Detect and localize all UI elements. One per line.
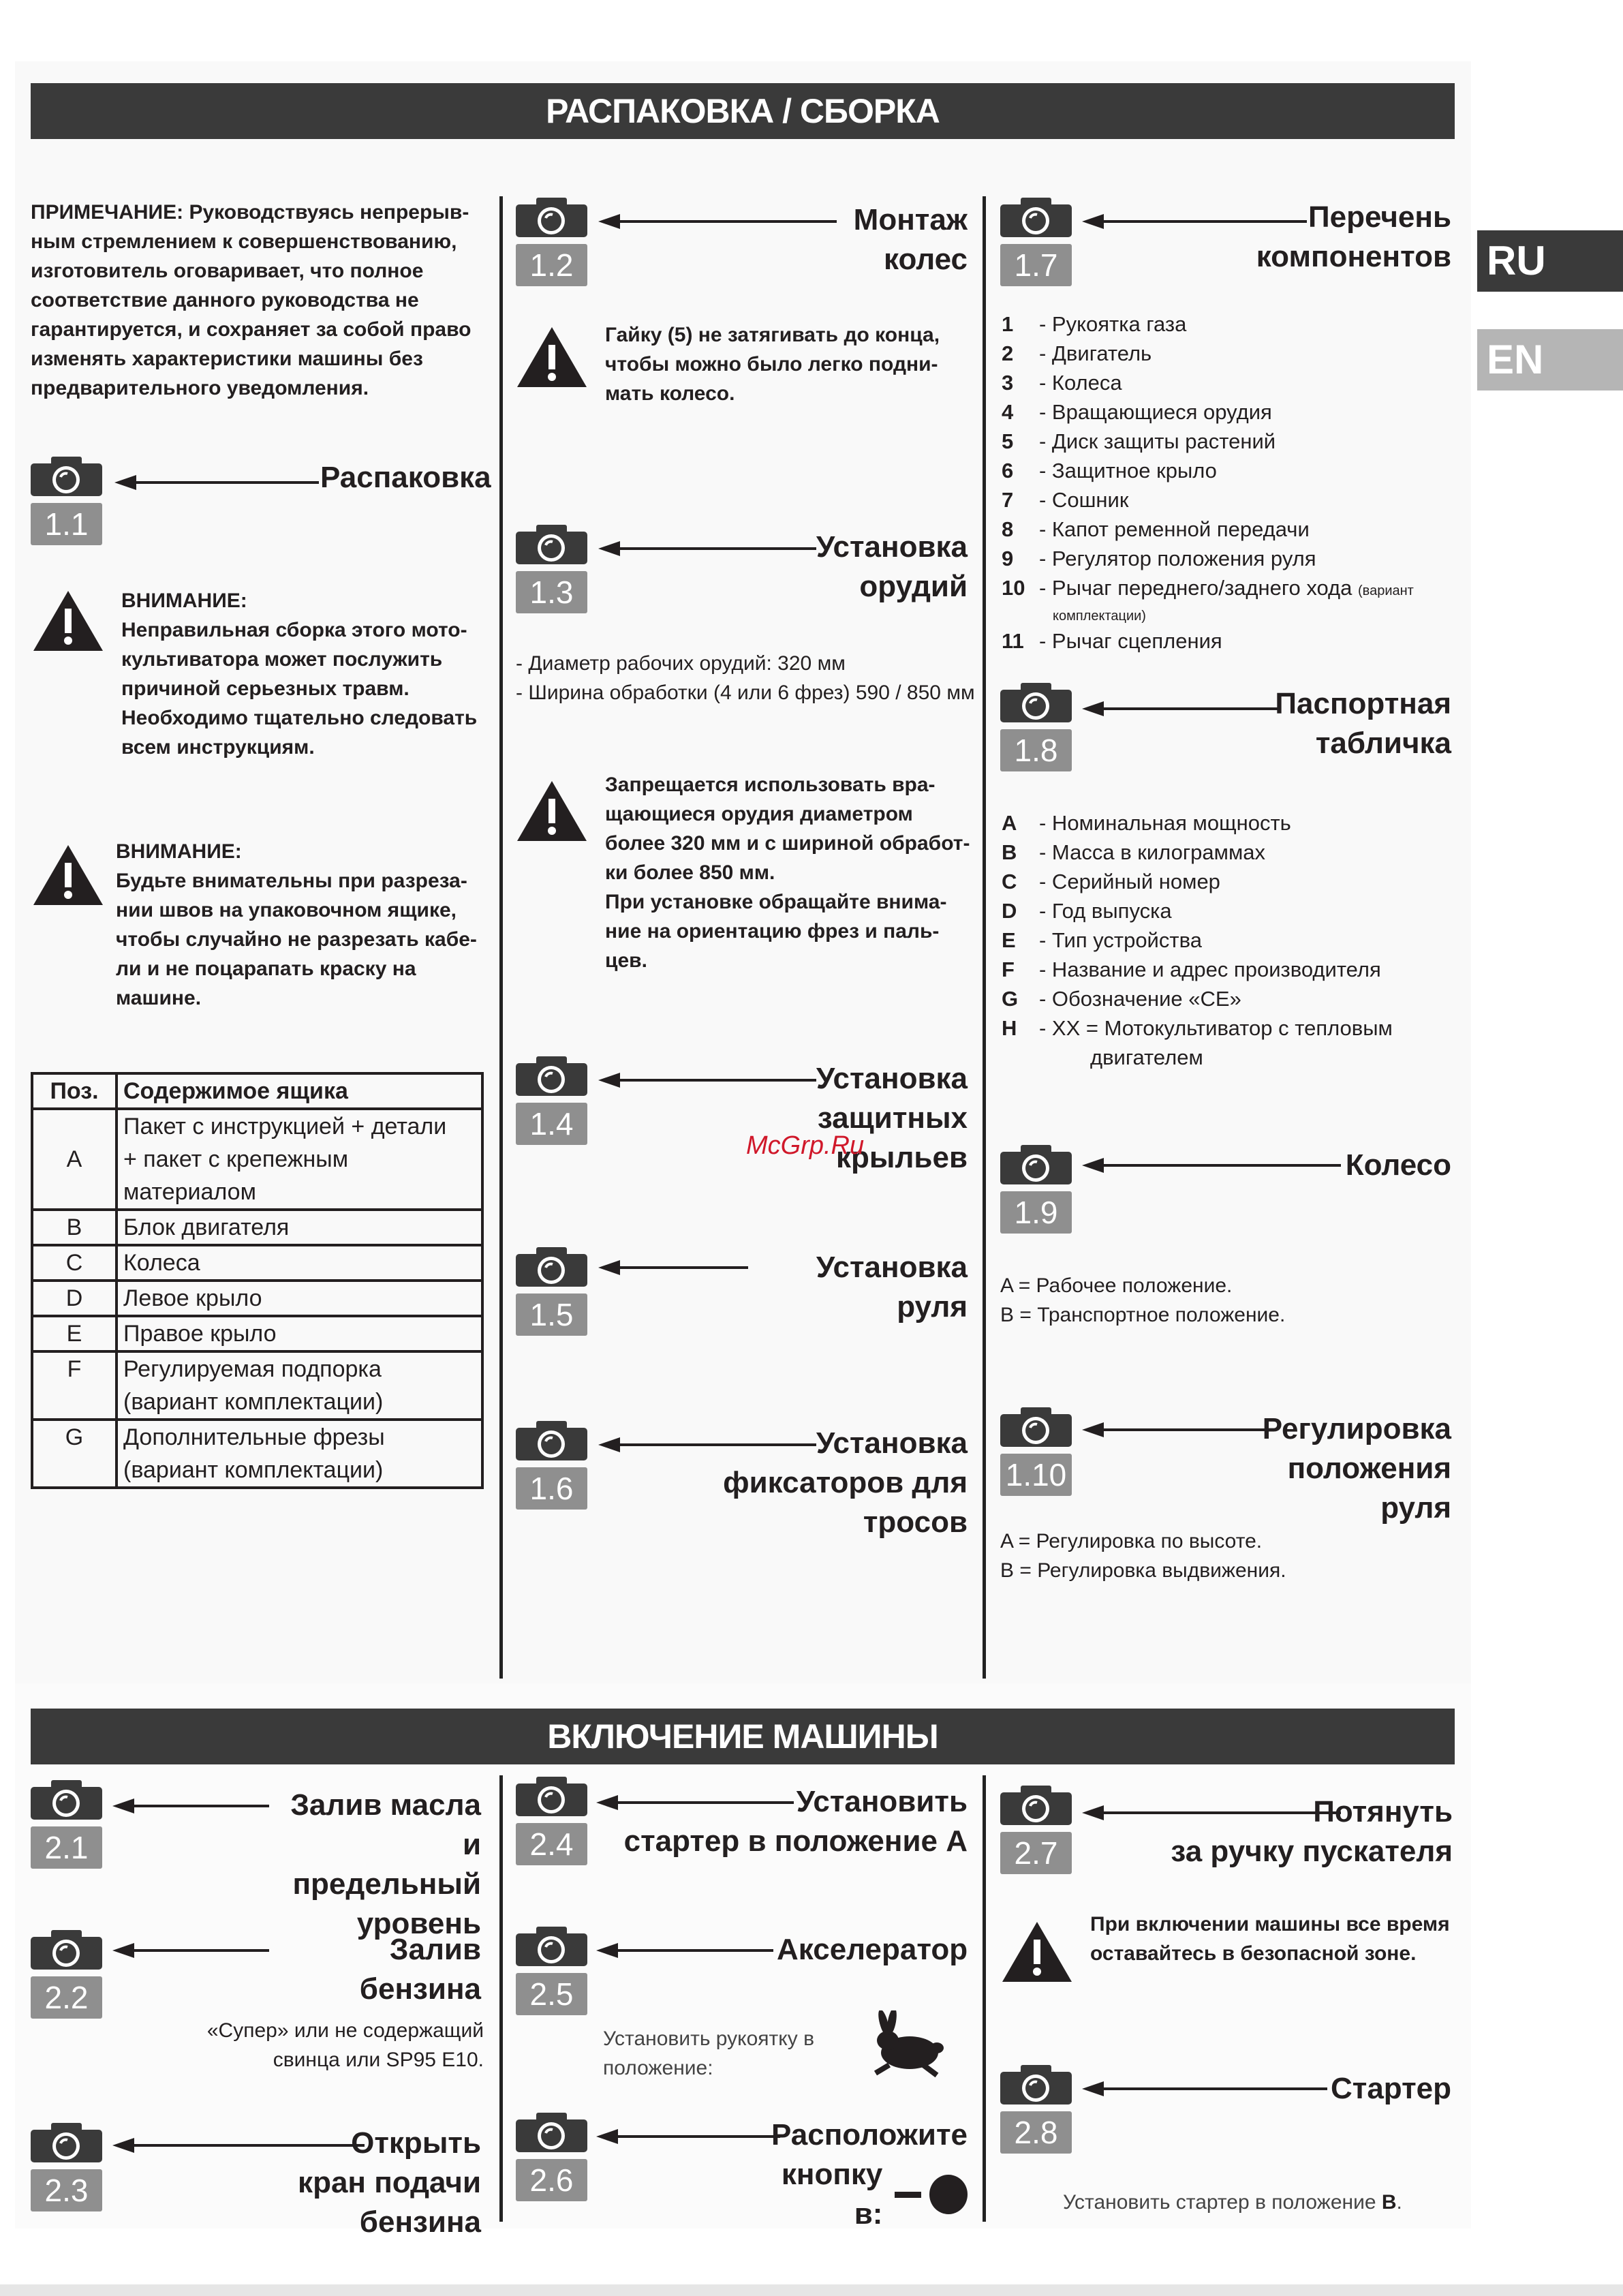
warning-nut: Гайку (5) не затягивать до конца, чтобы можно было легко подни- мать колесо. — [605, 324, 940, 405]
list-item: G - Обозначение «СЕ» — [1002, 987, 1241, 1011]
arrow-icon — [596, 1937, 773, 1964]
table-row: G Дополнительные фрезы (вариант комплектации) — [32, 1420, 482, 1488]
list-item: 4 - Вращающиеся орудия — [1002, 400, 1272, 424]
warning-icon — [1002, 1920, 1073, 1983]
warning-icon — [33, 844, 104, 906]
camera-icon — [516, 1246, 587, 1288]
warning-incorrect-assembly: ВНИМАНИЕ: Неправильная сборка этого мото- культиватора может послужить причиной серьезных травм. Необходимо тщательно следовать всем инструкциям. — [121, 590, 478, 759]
language-tab-ru[interactable]: RU — [1477, 230, 1623, 292]
list-item: 11 - Рычаг сцепления — [1002, 629, 1222, 653]
step-2-5 — [516, 1925, 587, 2015]
fuel-type-text: «Супер» или не содержащий свинца или SP95 E10. — [206, 2019, 484, 2071]
column-divider-2 — [983, 196, 986, 1679]
camera-icon — [1000, 196, 1072, 239]
step-2-8 — [1000, 2064, 1072, 2154]
table-row: F Регулируемая подпорка (вариант комплектации) — [32, 1351, 482, 1420]
step-number: 2.5 — [516, 1973, 587, 2015]
camera-icon — [516, 1925, 587, 1968]
arrow-icon — [598, 1254, 748, 1281]
camera-icon — [516, 1775, 587, 1818]
step-title-throttle: Акселератор — [777, 1933, 968, 1966]
step-2-7 — [1000, 1784, 1072, 1874]
throttle-text: Установить рукоятку в положение: — [603, 2027, 815, 2079]
button-off-dash-icon — [895, 2192, 921, 2198]
step-2-2 — [31, 1929, 102, 2019]
warning-safe-zone: При включении машины все время оставайтесь в безопасной зоне. — [1090, 1913, 1450, 1965]
step-title-components: Перечень компонентов — [1256, 200, 1451, 273]
list-item: H - XX = Мотокультиватор с тепловым — [1002, 1016, 1393, 1040]
step-number: 2.3 — [31, 2169, 102, 2211]
list-item: C - Серийный номер — [1002, 870, 1220, 893]
step-title-pull-starter: Потянуть за ручку пускателя — [1171, 1795, 1453, 1868]
arrow-icon — [1082, 2075, 1327, 2102]
camera-icon — [516, 196, 587, 239]
step-title-fenders: Установка защитных крыльев — [816, 1062, 968, 1174]
table-row: D Левое крыло — [32, 1281, 482, 1316]
wheel-positions: A = Рабочее положение. B = Транспортное положение. — [1000, 1274, 1286, 1326]
list-item: 2 - Двигатель — [1002, 341, 1152, 365]
arrow-icon — [112, 1937, 269, 1964]
step-number: 2.2 — [31, 1976, 102, 2019]
step-number: 2.7 — [1000, 1832, 1072, 1874]
button-on-circle-icon — [929, 2175, 968, 2214]
list-item: 5 - Диск защиты растений — [1002, 429, 1276, 453]
step-number: 1.7 — [1000, 244, 1072, 286]
step-1-9 — [1000, 1144, 1072, 1234]
camera-icon — [516, 2111, 587, 2154]
starter-position-text: Установить стартер в положение B. — [1063, 2191, 1402, 2214]
step-2-3 — [31, 2122, 102, 2211]
list-item: A - Номинальная мощность — [1002, 811, 1291, 835]
step-1-7 — [1000, 196, 1072, 286]
list-item: 9 - Регулятор положения руля — [1002, 547, 1316, 570]
step-1-5 — [516, 1246, 587, 1336]
camera-icon — [1000, 1406, 1072, 1448]
list-item-note: комплектации) — [1053, 609, 1146, 624]
step-number: 1.8 — [1000, 729, 1072, 771]
camera-icon — [31, 1779, 102, 1821]
unpack-assembly-banner: РАСПАКОВКА / СБОРКА — [31, 83, 1455, 139]
step-title-button: Расположите кнопку в: — [771, 2118, 968, 2231]
step-number: 2.8 — [1000, 2111, 1072, 2154]
camera-icon — [516, 1055, 587, 1097]
column-divider-3 — [499, 1775, 503, 2222]
components-list — [1002, 309, 1444, 656]
arrow-icon — [112, 1792, 269, 1820]
step-number: 1.3 — [516, 571, 587, 613]
tool-specs: - Диаметр рабочих орудий: 320 мм - Ширина обработки (4 или 6 фрез) 590 / 850 мм — [516, 652, 975, 704]
list-item: 10 - Рычаг переднего/заднего хода (вариант — [1002, 576, 1414, 600]
step-1-10 — [1000, 1406, 1072, 1496]
camera-icon — [1000, 682, 1072, 724]
step-title-rating-plate: Паспортная табличка — [1275, 687, 1451, 760]
step-title-wheels: Монтаж колес — [853, 203, 968, 276]
step-title-oil: Залив масла и предельный уровень — [290, 1788, 481, 1940]
table-row: E Правое крыло — [32, 1316, 482, 1351]
rating-plate-list — [1002, 808, 1444, 1072]
step-2-1 — [31, 1779, 102, 1869]
watermark: McGrp.Ru — [746, 1131, 865, 1160]
camera-icon — [516, 1420, 587, 1462]
step-number: 1.1 — [31, 503, 102, 545]
table-row: C Колеса — [32, 1245, 482, 1281]
step-1-3 — [516, 523, 587, 613]
camera-icon — [1000, 2064, 1072, 2106]
step-number: 2.4 — [516, 1823, 587, 1865]
step-title-handlebar: Установка руля — [816, 1251, 968, 1323]
step-1-4 — [516, 1055, 587, 1145]
step-2-4 — [516, 1775, 587, 1865]
step-1-2 — [516, 196, 587, 286]
warning-cutting-seams: ВНИМАНИЕ: Будьте внимательны при разреза- нии швов на упаковочном ящике, чтобы случайно не разрезать кабе- ли и не поцарапать краску на машине. — [116, 840, 477, 1009]
step-title-starter: Стартер — [1331, 2072, 1451, 2105]
step-title-cable-clips: Установка фиксаторов для тросов — [723, 1426, 968, 1539]
camera-icon — [1000, 1784, 1072, 1826]
step-title-choke-a: Установить стартер в положение А — [623, 1785, 968, 1858]
step-number: 1.4 — [516, 1103, 587, 1145]
handle-adjust-text: A = Регулировка по высоте. B = Регулировка выдвижения. — [1000, 1530, 1286, 1582]
step-number: 1.10 — [1000, 1454, 1072, 1496]
list-item: 7 - Сошник — [1002, 488, 1129, 512]
step-number: 2.1 — [31, 1826, 102, 1869]
camera-icon — [31, 1929, 102, 1971]
warning-icon — [33, 590, 104, 652]
step-1-6 — [516, 1420, 587, 1510]
page-bottom-strip — [0, 2284, 1623, 2296]
machine-start-banner: ВКЛЮЧЕНИЕ МАШИНЫ — [31, 1709, 1455, 1764]
step-number: 1.9 — [1000, 1191, 1072, 1234]
list-item: 1 - Рукоятка газа — [1002, 312, 1187, 336]
step-number: 1.2 — [516, 244, 587, 286]
arrow-icon — [1082, 1152, 1341, 1179]
step-1-1 — [31, 455, 102, 545]
step-title-fuel-tap: Открыть кран подачи бензина — [298, 2126, 481, 2239]
table-header-pos: Поз. — [32, 1073, 117, 1109]
list-item-continued: двигателем — [1090, 1045, 1203, 1069]
camera-icon — [1000, 1144, 1072, 1186]
list-item: 8 - Капот ременной передачи — [1002, 517, 1310, 541]
step-title-unpack: Распаковка — [320, 461, 491, 494]
camera-icon — [516, 523, 587, 566]
step-number: 1.6 — [516, 1467, 587, 1510]
step-number: 2.6 — [516, 2159, 587, 2201]
list-item: F - Название и адрес производителя — [1002, 958, 1381, 981]
box-contents-table — [31, 1072, 484, 1489]
camera-icon — [31, 455, 102, 498]
camera-icon — [31, 2122, 102, 2164]
warning-icon — [516, 780, 588, 842]
note-paragraph: ПРИМЕЧАНИЕ: Руководствуясь непрерыв- ным стремлением к совершенствованию, изготовитель оговаривает, что полное соответствие данного руководства не гарантируется, и сохраняет за собой право изменять характеристики машины без предварительного уведомления. — [31, 201, 472, 399]
column-divider-4 — [983, 1775, 986, 2222]
step-title-fuel: Залив бензина — [359, 1933, 481, 2006]
list-item: E - Тип устройства — [1002, 928, 1202, 952]
list-item: 3 - Колеса — [1002, 371, 1122, 395]
list-item: 6 - Защитное крыло — [1002, 459, 1217, 483]
column-divider-1 — [499, 196, 503, 1679]
table-row: B Блок двигателя — [32, 1210, 482, 1245]
rabbit-icon — [869, 2010, 950, 2079]
step-number: 1.5 — [516, 1294, 587, 1336]
step-title-tools: Установка орудий — [816, 530, 968, 603]
warning-tool-limits: Запрещается использовать вра- щающиеся орудия диаметром более 320 мм и с шириной обработ- ки более 850 мм. При установке обращайте внима- ние на ориентацию фрез и паль- цев. — [605, 774, 970, 972]
arrow-icon — [114, 469, 319, 496]
language-tab-en[interactable]: EN — [1477, 329, 1623, 391]
table-header-contents: Содержимое ящика — [117, 1073, 482, 1109]
step-title-wheel: Колесо — [1345, 1148, 1451, 1182]
step-title-handle-adjust: Регулировка положения руля — [1262, 1412, 1451, 1525]
step-1-8 — [1000, 682, 1072, 771]
list-item: D - Год выпуска — [1002, 899, 1172, 923]
warning-icon — [516, 326, 588, 388]
list-item: B - Масса в килограммах — [1002, 840, 1265, 864]
step-2-6 — [516, 2111, 587, 2201]
table-row: A Пакет с инструкцией + детали + пакет с крепежным материалом — [32, 1109, 482, 1210]
